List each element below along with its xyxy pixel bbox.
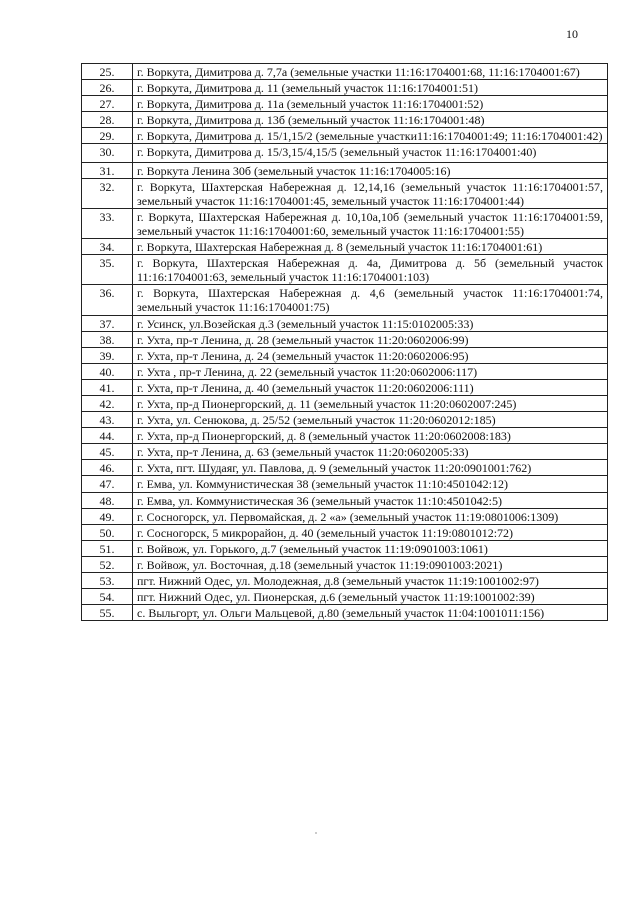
table-row [82, 128, 608, 144]
table-row [82, 347, 608, 363]
row-address: г. Воркута, Димитрова д. 13б (земельный участок 11:16:1704001:48) [133, 112, 608, 128]
table-row [82, 379, 608, 395]
land-plots-table [81, 63, 608, 621]
table-row [82, 144, 608, 162]
row-number: 42. [82, 395, 133, 411]
row-address: г. Усинск, ул.Возейская д.3 (земельный участок 11:15:0102005:33) [133, 315, 608, 331]
scan-speck [315, 832, 317, 834]
row-number: 45. [82, 444, 133, 460]
row-number: 47. [82, 476, 133, 492]
row-number: 39. [82, 347, 133, 363]
row-address: пгт. Нижний Одес, ул. Пионерская, д.6 (земельный участок 11:19:1001002:39) [133, 589, 608, 605]
row-address: г. Сосногорск, 5 микрорайон, д. 40 (земельный участок 11:19:0801012:72) [133, 524, 608, 540]
row-number: 49. [82, 508, 133, 524]
table-row [82, 476, 608, 492]
table-row [82, 573, 608, 589]
row-number: 30. [82, 144, 133, 162]
row-number: 31. [82, 162, 133, 178]
row-address: г. Ухта, пр-д Пионергорский, д. 8 (земельный участок 11:20:0602008:183) [133, 428, 608, 444]
row-address: г. Ухта, пгт. Шудаяг, ул. Павлова, д. 9 (земельный участок 11:20:0901001:762) [133, 460, 608, 476]
row-number: 40. [82, 363, 133, 379]
table-row [82, 208, 608, 238]
row-address: г. Емва, ул. Коммунистическая 38 (земельный участок 11:10:4501042:12) [133, 476, 608, 492]
row-address: г. Войвож, ул. Восточная, д.18 (земельный участок 11:19:0901003:2021) [133, 556, 608, 572]
row-number: 52. [82, 556, 133, 572]
row-address: г. Емва, ул. Коммунистическая 36 (земельный участок 11:10:4501042:5) [133, 492, 608, 508]
row-number: 25. [82, 64, 133, 80]
row-number: 38. [82, 331, 133, 347]
table-row [82, 589, 608, 605]
row-address: г. Воркута, Димитрова д. 15/1,15/2 (земельные участки11:16:1704001:49; 11:16:1704001:42) [133, 128, 608, 144]
row-address: г. Ухта, пр-т Ленина, д. 63 (земельный участок 11:20:0602005:33) [133, 444, 608, 460]
row-address: г. Воркута Ленина 30б (земельный участок 11:16:1704005:16) [133, 162, 608, 178]
table-row [82, 80, 608, 96]
row-address: г. Воркута, Шахтерская Набережная д. 8 (земельный участок 11:16:1704001:61) [133, 239, 608, 255]
table-row [82, 96, 608, 112]
table-row [82, 239, 608, 255]
row-number: 50. [82, 524, 133, 540]
table-row [82, 395, 608, 411]
table-row [82, 444, 608, 460]
row-address: г. Войвож, ул. Горького, д.7 (земельный участок 11:19:0901003:1061) [133, 540, 608, 556]
table-row [82, 331, 608, 347]
row-address: г. Воркута, Шахтерская Набережная д. 10,10а,10б (земельный участок 11:16:1704001:59, земельный участок 11:16:1704001:60, земельный участок 11:16:1704001:55) [133, 208, 608, 238]
row-number: 32. [82, 178, 133, 208]
row-number: 27. [82, 96, 133, 112]
table-row [82, 162, 608, 178]
table-row [82, 605, 608, 621]
table-row [82, 540, 608, 556]
table-row [82, 64, 608, 80]
table-row [82, 363, 608, 379]
table-row [82, 178, 608, 208]
table-row [82, 255, 608, 285]
table-row [82, 412, 608, 428]
table-row [82, 492, 608, 508]
row-address: г. Воркута, Димитрова д. 15/3,15/4,15/5 (земельный участок 11:16:1704001:40) [133, 144, 608, 162]
row-address: г. Сосногорск, ул. Первомайская, д. 2 «а» (земельный участок 11:19:0801006:1309) [133, 508, 608, 524]
row-address: г. Ухта, пр-т Ленина, д. 24 (земельный участок 11:20:0602006:95) [133, 347, 608, 363]
row-address: г. Воркута, Димитрова д. 7,7а (земельные участки 11:16:1704001:68, 11:16:1704001:67) [133, 64, 608, 80]
row-number: 43. [82, 412, 133, 428]
row-address: с. Выльгорт, ул. Ольги Мальцевой, д.80 (земельный участок 11:04:1001011:156) [133, 605, 608, 621]
row-address: г. Ухта, пр-д Пионергорский, д. 11 (земельный участок 11:20:0602007:245) [133, 395, 608, 411]
row-number: 33. [82, 208, 133, 238]
table-row [82, 112, 608, 128]
page-number: 10 [566, 27, 578, 41]
row-number: 44. [82, 428, 133, 444]
row-number: 46. [82, 460, 133, 476]
table-row [82, 315, 608, 331]
row-number: 48. [82, 492, 133, 508]
row-number: 26. [82, 80, 133, 96]
row-address: г. Воркута, Шахтерская Набережная д. 12,14,16 (земельный участок 11:16:1704001:57, земельный участок 11:16:1704001:45, земельный участок 11:16:1704001:44) [133, 178, 608, 208]
table-row [82, 524, 608, 540]
table-body [82, 64, 608, 621]
row-number: 55. [82, 605, 133, 621]
table-row [82, 285, 608, 315]
row-number: 29. [82, 128, 133, 144]
row-number: 34. [82, 239, 133, 255]
row-address: г. Ухта , пр-т Ленина, д. 22 (земельный участок 11:20:0602006:117) [133, 363, 608, 379]
table-row [82, 428, 608, 444]
row-number: 36. [82, 285, 133, 315]
row-address: пгт. Нижний Одес, ул. Молодежная, д.8 (земельный участок 11:19:1001002:97) [133, 573, 608, 589]
row-address: г. Воркута, Шахтерская Набережная д. 4,6 (земельный участок 11:16:1704001:74, земельный участок 11:16:1704001:75) [133, 285, 608, 315]
row-address: г. Ухта, пр-т Ленина, д. 28 (земельный участок 11:20:0602006:99) [133, 331, 608, 347]
row-number: 35. [82, 255, 133, 285]
row-number: 37. [82, 315, 133, 331]
row-number: 28. [82, 112, 133, 128]
row-address: г. Ухта, ул. Сенюкова, д. 25/52 (земельный участок 11:20:0602012:185) [133, 412, 608, 428]
row-address: г. Воркута, Шахтерская Набережная д. 4а, Димитрова д. 5б (земельный участок 11:16:1704001:63, земельный участок 11:16:1704001:103) [133, 255, 608, 285]
row-number: 41. [82, 379, 133, 395]
table-row [82, 460, 608, 476]
table-row [82, 556, 608, 572]
row-number: 54. [82, 589, 133, 605]
row-number: 51. [82, 540, 133, 556]
row-address: г. Воркута, Димитрова д. 11а (земельный участок 11:16:1704001:52) [133, 96, 608, 112]
table-row [82, 508, 608, 524]
row-address: г. Ухта, пр-т Ленина, д. 40 (земельный участок 11:20:0602006:111) [133, 379, 608, 395]
row-number: 53. [82, 573, 133, 589]
row-address: г. Воркута, Димитрова д. 11 (земельный участок 11:16:1704001:51) [133, 80, 608, 96]
